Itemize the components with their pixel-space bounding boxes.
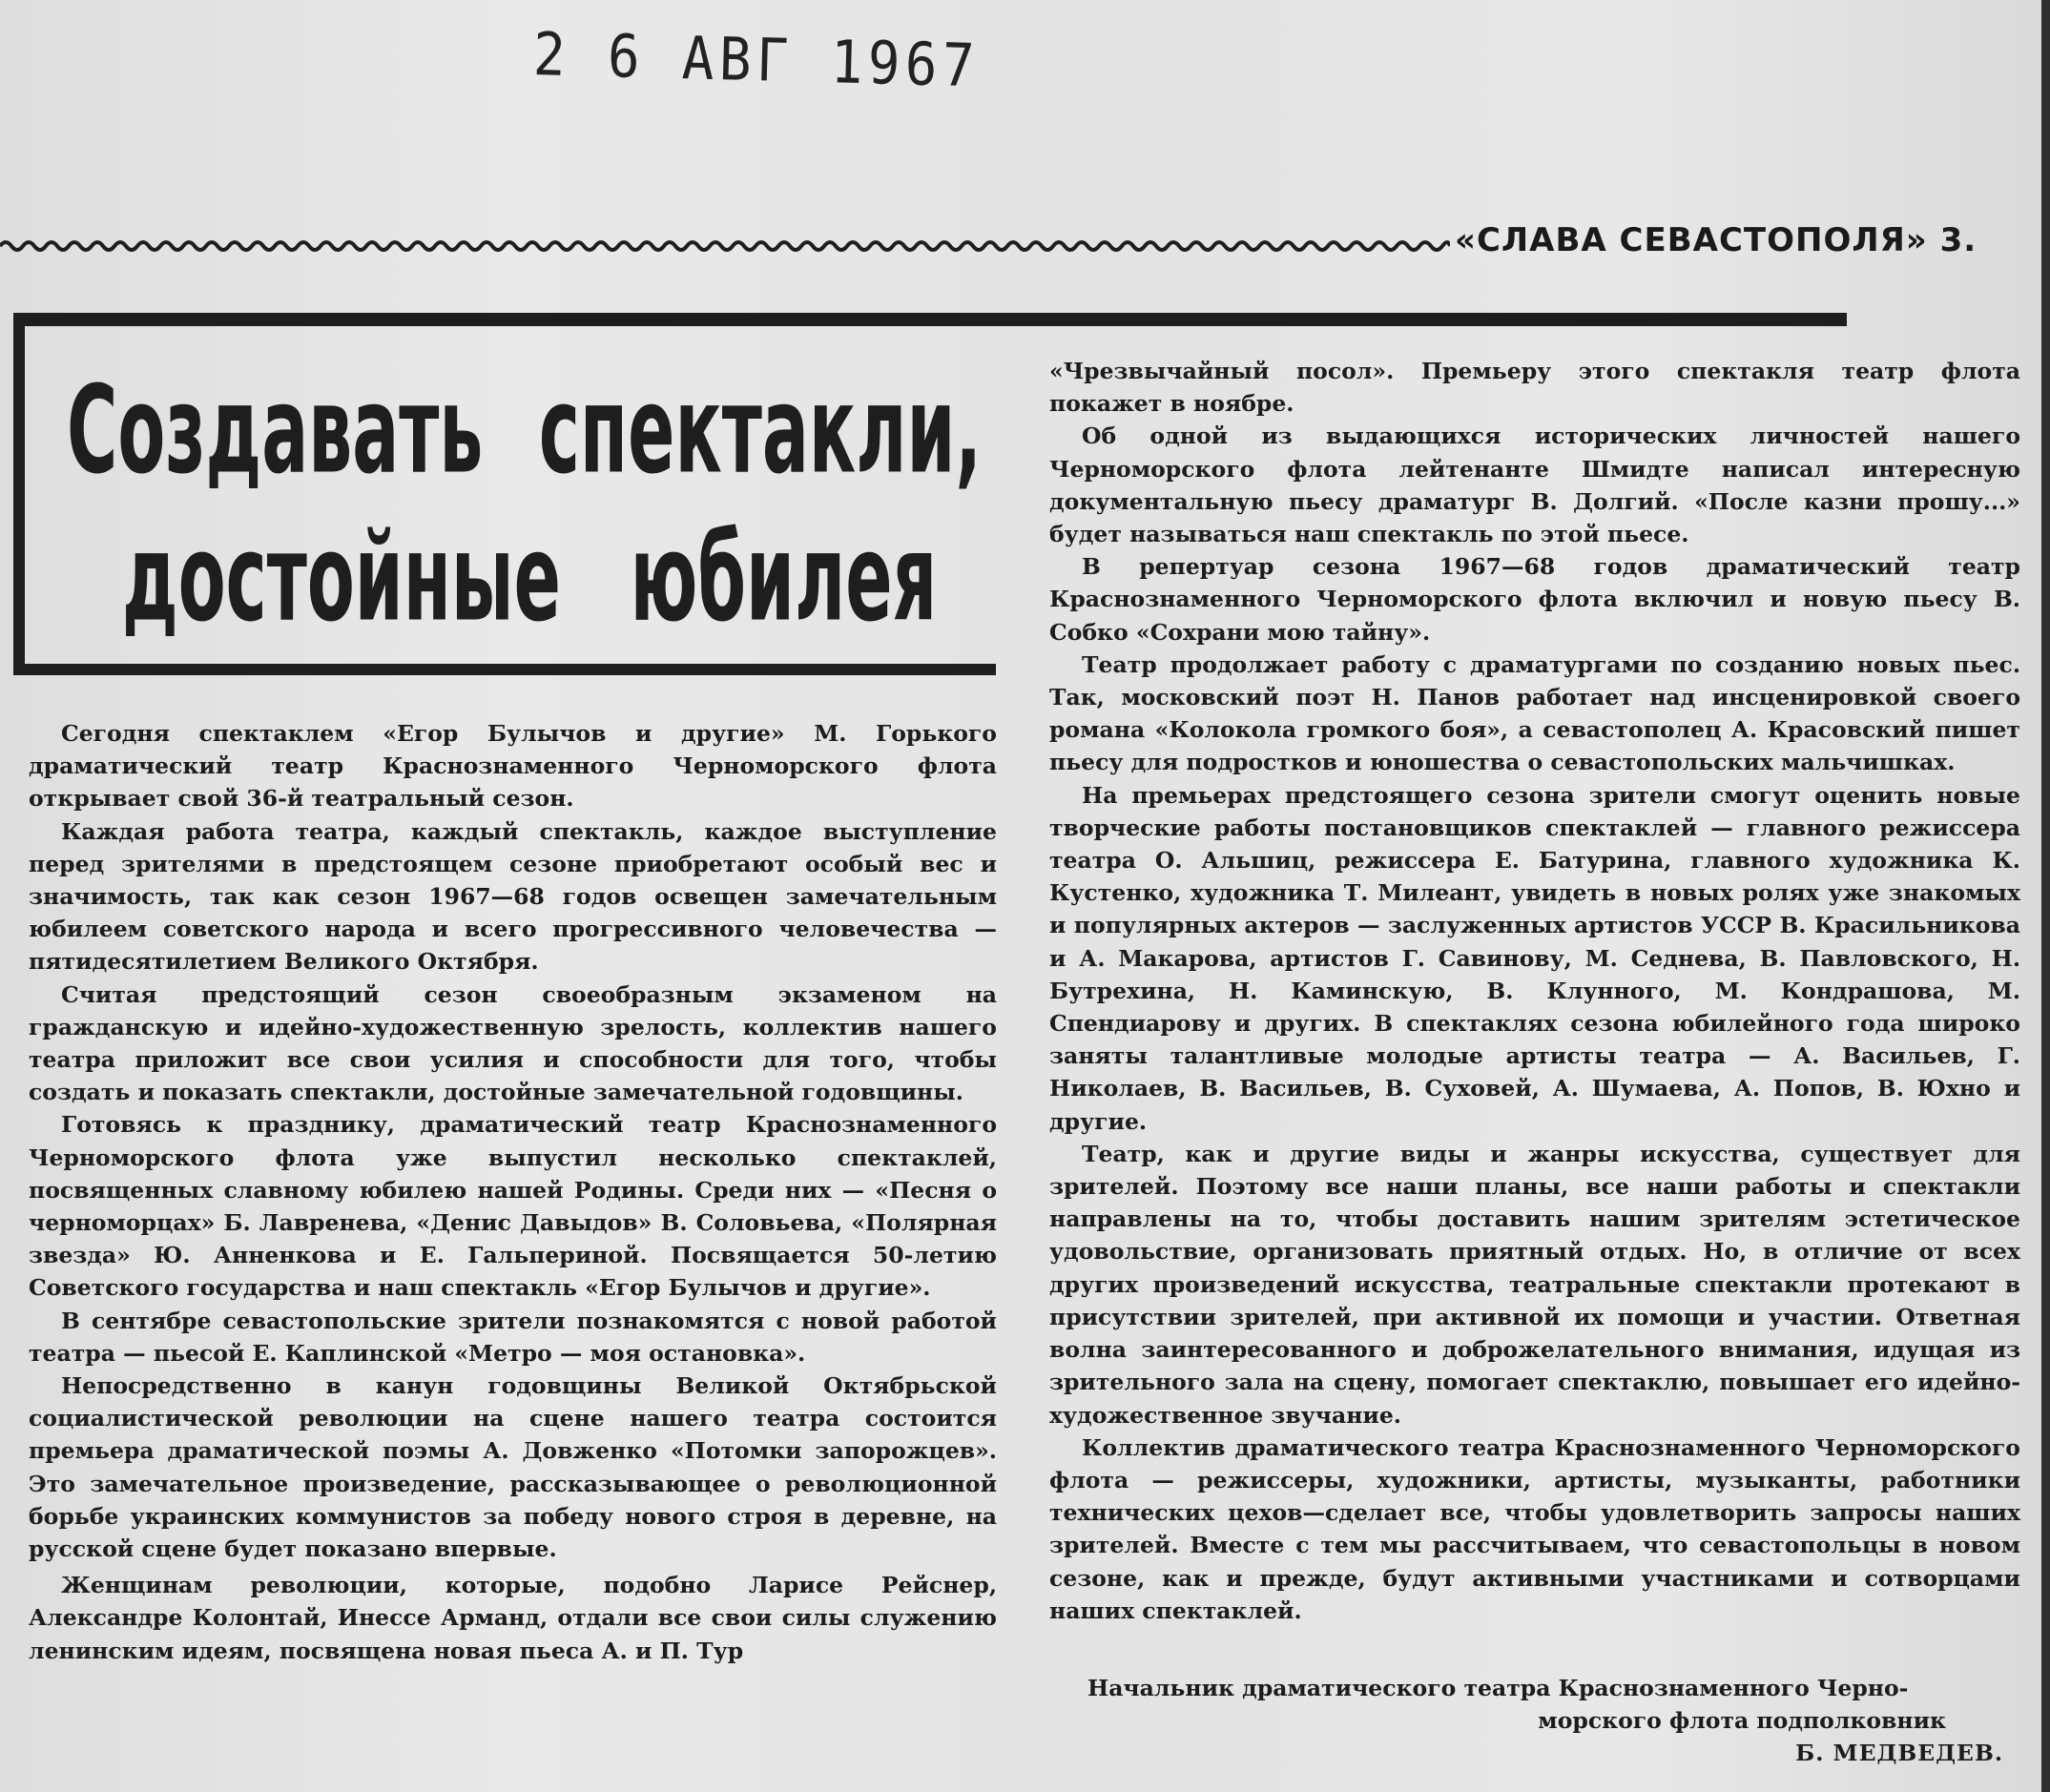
paragraph: Сегодня спектаклем «Егор Булычов и другие» М. Горького драматический театр Краснознаменного Черноморского флота открывает свой 36-й театральный сезон. (29, 720, 997, 813)
scan-edge (2041, 0, 2050, 1792)
wavy-rule-divider (0, 237, 1450, 256)
signature-title-line: Начальник драматического театра Краснознаменного Черно- (1087, 1675, 1909, 1701)
paragraph: Об одной из выдающихся исторических личностей нашего Черноморского флота лейтенанте Шмидте написал интересную документальную пьесу драматург В. Долгий. «После казни прошу...» будет называться наш спектакль по этой пьесе. (1049, 422, 2020, 548)
author-signature (1049, 1672, 2003, 1770)
paragraph: Считая предстоящий сезон своеобразным экзаменом на гражданскую и идейно-художественную зрелость, коллектив нашего театра приложит все свои усилия и способности для того, чтобы создать и показать спектакли, достойные замечательной годовщины. (29, 980, 997, 1106)
article-column-right (1049, 355, 2020, 1627)
signature-rank-line: морского флота подполковник (1538, 1707, 1946, 1735)
headline-line-1: Создавать спектакли, (67, 359, 983, 501)
paragraph: Коллектив драматического театра Краснознаменного Черноморского флота — режиссеры, художники, артисты, музыканты, работники технических цехов—сделает все, чтобы удовлетворить запросы наших зрителей. Вместе с тем мы рассчитываем, что севастопольцы в новом сезоне, как и прежде, будут активными участниками и сотворцами наших спектаклей. (1049, 1433, 2020, 1624)
paragraph: В сентябре севастопольские зрители познакомятся с новой работой театра — пьесой Е. Каплинской «Метро — моя остановка». (29, 1307, 997, 1367)
paragraph: «Чрезвычайный посол». Премьеру этого спектакля театр флота покажет в ноябре. (1049, 358, 2020, 418)
headline-line-2: достойные юбилея (122, 506, 938, 649)
paragraph: Женщинам революции, которые, подобно Ларисе Рейснер, Александре Колонтай, Инессе Арманд, отдали все свои силы служению ленинским идеям, посвящена новая пьеса А. и П. Тур (29, 1572, 997, 1664)
article-column-left (29, 717, 997, 1667)
date-stamp: 2 6 АВГ 1967 (532, 19, 981, 101)
paragraph: Каждая работа театра, каждый спектакль, каждое выступление перед зрителями в предстоящем сезоне приобретают особый вес и значимость, так как сезон 1967—68 годов освещен замечательным юбилеем советского народа и всего прогрессивного человечества — пятидесятилетием Великого Октября. (29, 817, 997, 976)
newspaper-masthead: «СЛАВА СЕВАСТОПОЛЯ» 3. (1455, 221, 1978, 259)
paragraph: Непосредственно в канун годовщины Великой Октябрьской социалистической революции на сцене нашего театра состоится премьера драматической поэмы А. Довженко «Потомки запорожцев». Это замечательное произведение, рассказывающее о революционной борьбе украинских коммунистов за победу нового строя в деревне, на русской сцене будет показано впервые. (29, 1372, 997, 1563)
signature-name: Б. МЕДВЕДЕВ. (1795, 1740, 2003, 1767)
paragraph: В репертуар сезона 1967—68 годов драматический театр Краснознаменного Черноморского флота включил и новую пьесу В. Собко «Сохрани мою тайну». (1049, 553, 2020, 646)
paragraph: Театр продолжает работу с драматургами по созданию новых пьес. Так, московский поэт Н. Панов работает над инсценировкой своего романа «Колокола громкого боя», а севастополец А. Красовский пишет пьесу для подростков и юношества о севастопольских мальчишках. (1049, 650, 2020, 776)
paragraph: На премьерах предстоящего сезона зрители смогут оценить новые творческие работы постановщиков спектаклей — главного режиссера театра О. Альшиц, режиссера Е. Батурина, главного художника К. Кустенко, художника Т. Милеант, увидеть в новых ролях уже знакомых и популярных актеров — заслуженных артистов УССР В. Красильникова и А. Макарова, артистов Г. Савинову, М. Седнева, В. Павловского, Н. Бутрехина, Н. Каминскую, В. Клунного, М. Кондрашова, М. Спендиарову и других. В спектаклях сезона юбилейного года широко заняты талантливые молодые артисты театра — А. Васильев, Г. Николаев, В. Васильев, В. Суховей, А. Шумаева, А. Попов, В. Юхно и другие. (1049, 781, 2020, 1135)
paragraph: Готовясь к празднику, драматический театр Краснознаменного Черноморского флота уже выпустил несколько спектаклей, посвященных славному юбилею нашей Родины. Среди них — «Песня о черноморцах» Б. Лавренева, «Денис Давыдов» В. Соловьева, «Полярная звезда» Ю. Анненкова и Е. Гальпериной. Посвящается 50-летию Советского государства и наш спектакль «Егор Булычов и другие». (29, 1111, 997, 1302)
paragraph: Театр, как и другие виды и жанры искусства, существует для зрителей. Поэтому все наши планы, все наши работы и спектакли направлены на то, чтобы доставить нашим зрителям эстетическое удовольствие, организовать приятный отдых. Но, в отличие от всех других произведений искусства, театральные спектакли протекают в присутствии зрителей, при активной их помощи и участии. Ответная волна заинтересованного и доброжелательного внимания, идущая из зрительного зала на сцену, помогает спектаклю, повышает его идейно-художественное звучание. (1049, 1140, 2020, 1429)
